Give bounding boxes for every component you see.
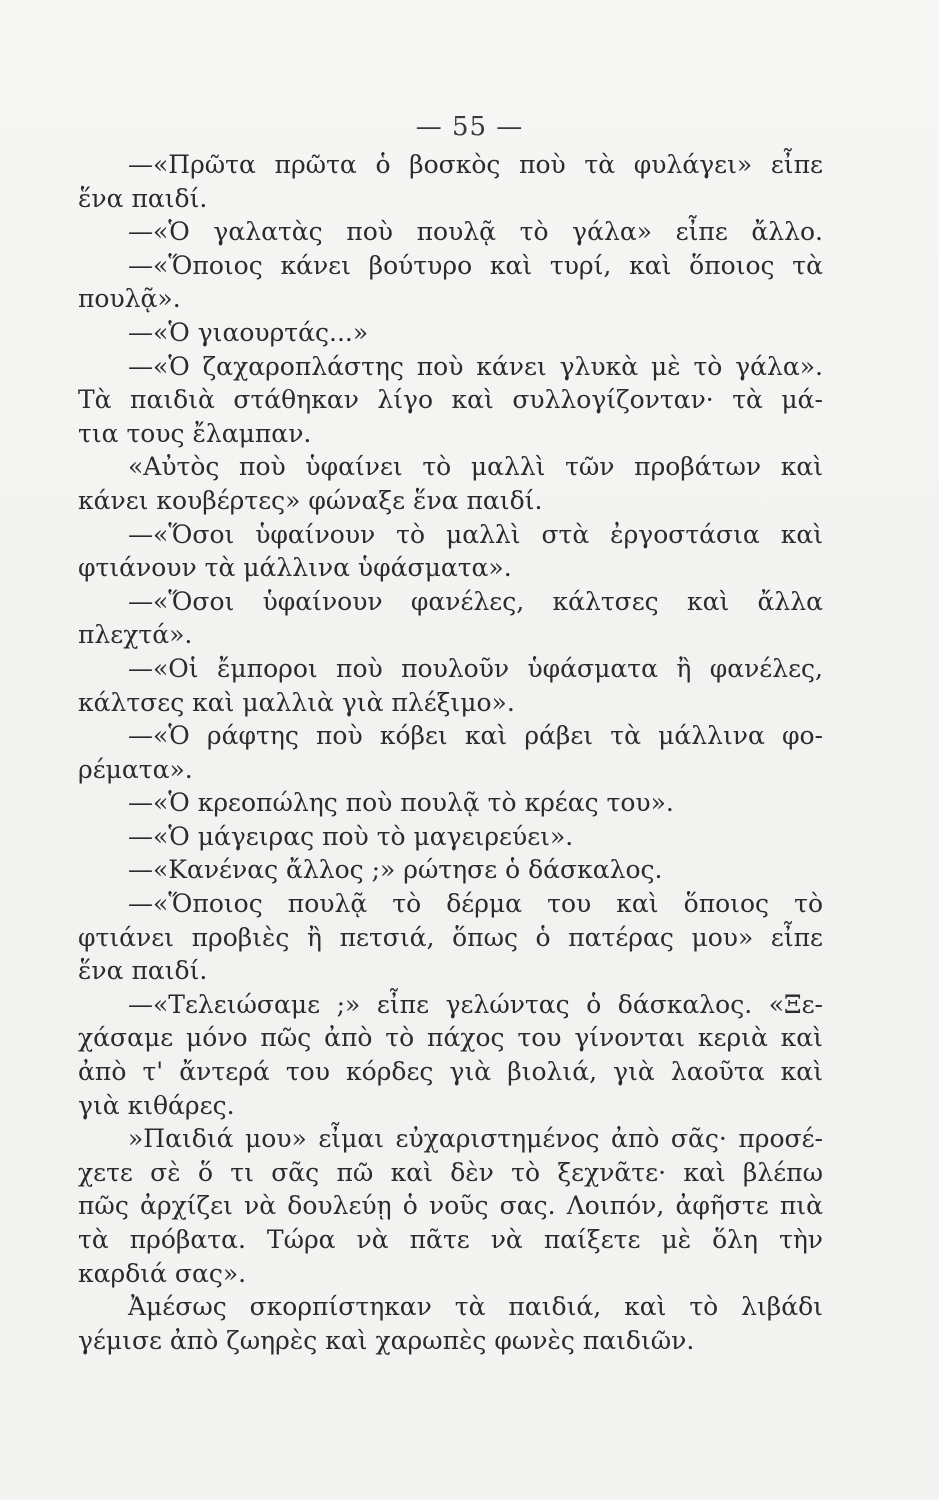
- text-line: τια τους ἔλαμπαν.: [78, 418, 312, 448]
- text-line: χάσαμε μόνο πῶς ἀπὸ τὸ πάχος του γίνονται κεριὰ καὶ: [78, 1023, 823, 1053]
- text-line: —«Ὅποιος πουλᾷ τὸ δέρμα του καὶ ὅποιος τὸ: [128, 889, 823, 919]
- text-line: —«Ὁ γαλατὰς ποὺ πουλᾷ τὸ γάλα» εἶπε ἄλλο.: [128, 217, 823, 247]
- text-line: —«Κανένας ἄλλος ;» ρώτησε ὁ δάσκαλος.: [128, 855, 663, 885]
- text-line: «Αὐτὸς ποὺ ὑφαίνει τὸ μαλλὶ τῶν προβάτων καὶ: [128, 452, 823, 482]
- text-line: κάλτσες καὶ μαλλιὰ γιὰ πλέξιμο».: [78, 687, 515, 717]
- text-line: —«Ὅσοι ὑφαίνουν τὸ μαλλὶ στὰ ἐργοστάσια καὶ: [128, 519, 823, 549]
- text-line: φτιάνει προβιὲς ἢ πετσιά, ὅπως ὁ πατέρας μου» εἶπε: [78, 922, 823, 952]
- text-line: πουλᾷ».: [78, 284, 181, 314]
- text-line: κάνει κουβέρτες» φώναξε ἕνα παιδί.: [78, 485, 543, 515]
- text-line: ἕνα παιδί.: [78, 183, 208, 213]
- text-line: »Παιδιά μου» εἶμαι εὐχαριστημένος ἀπὸ σᾶς· προσέ-: [128, 1124, 823, 1154]
- text-line: πῶς ἀρχίζει νὰ δουλεύῃ ὁ νοῦς σας. Λοιπόν, ἀφῆστε πιὰ: [78, 1191, 823, 1221]
- text-line: —«Πρῶτα πρῶτα ὁ βοσκὸς ποὺ τὰ φυλάγει» εἶπε: [128, 150, 823, 179]
- text-line: Τὰ παιδιὰ στάθηκαν λίγο καὶ συλλογίζονταν· τὰ μά-: [78, 385, 823, 415]
- text-line: —«Ὁ ζαχαροπλάστης ποὺ κάνει γλυκὰ μὲ τὸ γάλα».: [128, 351, 823, 381]
- text-line: ἕνα παιδί.: [78, 956, 208, 986]
- page-number: — 55 —: [415, 112, 524, 142]
- text-line: ἀπὸ τ' ἄντερά του κόρδες γιὰ βιολιά, γιὰ λαοῦτα καὶ: [78, 1057, 823, 1087]
- text-line: —«Ὁ μάγειρας ποὺ τὸ μαγειρεύει».: [128, 821, 574, 851]
- body-text: [78, 148, 823, 1357]
- text-line: χετε σὲ ὅ τι σᾶς πῶ καὶ δὲν τὸ ξεχνᾶτε· καὶ βλέπω: [78, 1157, 823, 1187]
- text-line: ρέματα».: [78, 754, 193, 784]
- text-line: τὰ πρόβατα. Τώρα νὰ πᾶτε νὰ παίξετε μὲ ὅλη τὴν: [78, 1225, 823, 1254]
- text-line: —«Τελειώσαμε ;» εἶπε γελώντας ὁ δάσκαλος. «Ξε-: [128, 989, 823, 1019]
- text-line: —«Ὁ ράφτης ποὺ κόβει καὶ ράβει τὰ μάλλινα φο-: [128, 721, 823, 751]
- text-line: γιὰ κιθάρες.: [78, 1090, 235, 1120]
- text-line: πλεχτά».: [78, 620, 193, 650]
- text-line: —«Ὁ κρεοπώλης ποὺ πουλᾷ τὸ κρέας του».: [128, 788, 674, 818]
- text-line: —«Ὅποιος κάνει βούτυρο καὶ τυρί, καὶ ὅποιος τὰ: [128, 250, 823, 280]
- text-line: γέμισε ἀπὸ ζωηρὲς καὶ χαρωπὲς φωνὲς παιδιῶν.: [78, 1325, 695, 1355]
- text-line: καρδιά σας».: [78, 1258, 247, 1288]
- text-line: —«Ὁ γιαουρτάς...»: [128, 317, 369, 347]
- text-line: Ἀμέσως σκορπίστηκαν τὰ παιδιά, καὶ τὸ λιβάδι: [128, 1292, 823, 1322]
- text-line: —«Ὅσοι ὑφαίνουν φανέλες, κάλτσες καὶ ἄλλα: [128, 586, 823, 616]
- text-line: —«Οἱ ἔμποροι ποὺ πουλοῦν ὑφάσματα ἢ φανέλες,: [128, 653, 823, 683]
- text-line: φτιάνουν τὰ μάλλινα ὑφάσματα».: [78, 553, 512, 583]
